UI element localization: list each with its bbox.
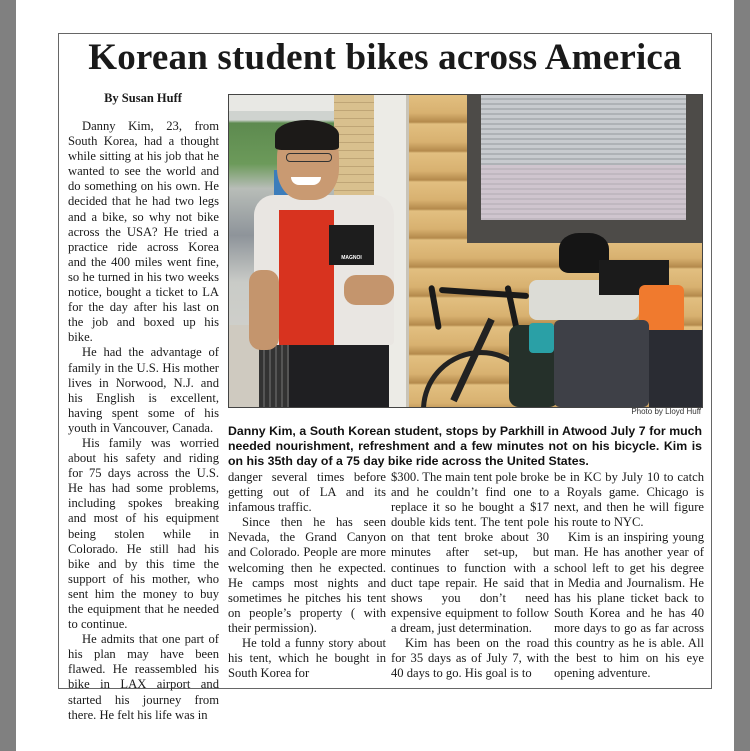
paragraph: $300. The main tent pole broke and he couldn’t find one to replace it so he bought a $17 double kids tent. The tent pole on that tent broke about 30 minutes after set-up, but continues to function with a duct tape repair. He said that shows you don’t need expensive equipment to follow a dream, just determination. (391, 470, 549, 635)
paragraph: Since then he has seen Nevada, the Grand Canyon and Colorado. People are more welcoming then he expected. He camps most nights and sometimes he pitches his tent on people’s property ( with their permission). (228, 515, 386, 635)
right-margin (734, 0, 750, 751)
jersey-logo: MAGNOI (341, 255, 362, 261)
byline: By Susan Huff (104, 91, 182, 105)
paragraph: His family was worried about his safety and riding for 75 days across the U.S. He has had some problems, including spokes breaking and most of his equipment being stolen while in Colorado. He still had his bike and by this time the support of his mother, who sent him the money to buy the equipment that he needed to continue. (68, 435, 219, 632)
article-photo (228, 94, 703, 408)
paragraph: Kim has been on the road for 35 days as of July 7, with 40 days to go. His goal is to (391, 636, 549, 681)
article-column-3 (391, 470, 549, 681)
headline: Korean student bikes across America (88, 37, 682, 78)
photo-credit: Photo by Lloyd Huff (631, 407, 701, 416)
paragraph: Kim is an inspiring young man. He has another year of school left to get his degree in Media and Journalism. He has his plane ticket back to South Korea and he has 40 more days to go as far across this country as he is able. All the best to him on his eye opening adventure. (554, 530, 704, 681)
article-column-2 (228, 470, 386, 681)
paragraph: He told a funny story about his tent, which he bought in South Korea for (228, 636, 386, 681)
paragraph: Danny Kim, 23, from South Korea, had a thought while sitting at his job that he wanted to see the world and do something on his own. He decided that he had two legs and a bike, so why not bike across the USA? He tried a practice ride across Korea and the 400 miles went fine, so he turned in his two weeks notice, bought a ticket to LA for the day after his last on the job and boxed up his bike. (68, 119, 219, 345)
photo-caption: Danny Kim, a South Korean student, stops by Parkhill in Atwood July 7 for much needed nourishment, refreshment and a few minutes not on his bicycle. Kim is on his 35th day of a 75 day bike ride across the United States. (228, 424, 702, 468)
left-margin (0, 0, 16, 751)
paragraph: danger several times before getting out of LA and its infamous traffic. (228, 470, 386, 515)
paragraph: He had the advantage of family in the U.S. His mother lives in Norwood, N.J. and his English is excellent, having spent some of his youth in Vancouver, Canada. (68, 345, 219, 435)
paragraph: He admits that one part of his plan may have been flawed. He reassembled his bike in LAX airport and started his journey from there. He felt his life was in (68, 632, 219, 722)
paragraph: be in KC by July 10 to catch a Royals game. Chicago is next, and then he will figure his route to NYC. (554, 470, 704, 530)
article-column-4 (554, 470, 704, 681)
article-column-1 (68, 119, 219, 723)
